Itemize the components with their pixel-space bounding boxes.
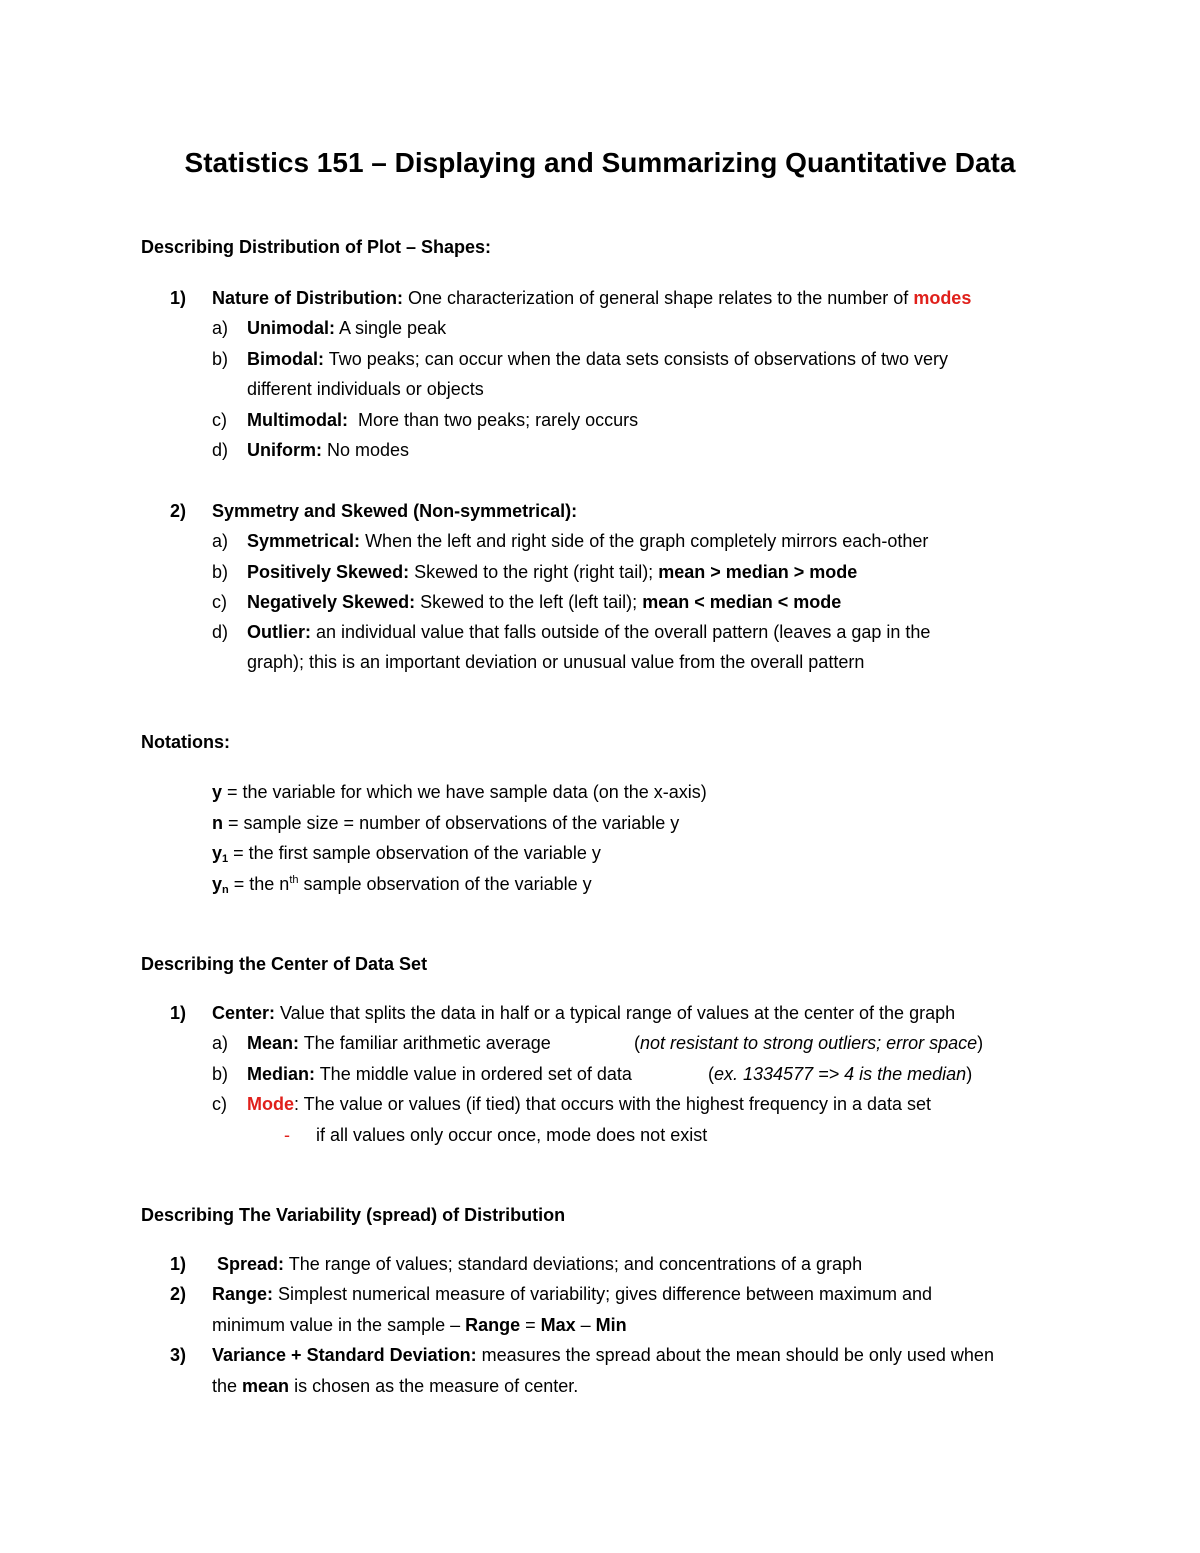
- sub-item-negatively-skewed: [247, 590, 841, 614]
- notation-symbol: y: [212, 874, 223, 894]
- formula-op: =: [520, 1315, 541, 1335]
- item-label: Spread:: [217, 1254, 285, 1274]
- section-heading-variability: Describing The Variability (spread) of Distribution: [141, 1205, 566, 1225]
- item-text: Simplest numerical measure of variability; gives difference between maximum and: [273, 1284, 932, 1304]
- formula-op: –: [575, 1315, 596, 1335]
- sub-item-mean: [247, 1031, 551, 1055]
- sub-letter: d): [212, 440, 229, 460]
- sub-item-uniform: [247, 438, 409, 462]
- formula-term: Max: [540, 1315, 576, 1335]
- sub-letter: b): [212, 349, 229, 369]
- list-item-symmetry-skewed: Symmetry and Skewed (Non-symmetrical):: [212, 501, 578, 521]
- sub-label: Uniform:: [247, 440, 322, 460]
- notation-text: = the first sample observation of the variable y: [228, 843, 601, 863]
- item-text: the: [212, 1376, 243, 1396]
- sub-item-bimodal: [247, 347, 948, 371]
- sub-item-positively-skewed: [247, 560, 857, 584]
- sub-text: Skewed to the right (right tail);: [409, 562, 659, 582]
- sub-text: : The value or values (if tied) that occurs with the highest frequency in a data set: [294, 1094, 932, 1114]
- page-title: Statistics 151 – Displaying and Summarizing Quantitative Data: [184, 147, 1016, 178]
- note-text: ex. 1334577 => 4 is the median: [714, 1064, 967, 1084]
- dash-item-text: if all values only occur once, mode does not exist: [316, 1125, 708, 1145]
- sub-letter: b): [212, 1064, 229, 1084]
- sub-label: Positively Skewed:: [247, 562, 410, 582]
- sub-label: Unimodal:: [247, 318, 335, 338]
- sub-letter: a): [212, 318, 229, 338]
- section-heading-shapes: Describing Distribution of Plot – Shapes:: [141, 237, 492, 257]
- notation-line: [212, 872, 592, 896]
- dash-bullet: -: [284, 1125, 290, 1145]
- order-relation: mean > median > mode: [658, 562, 858, 582]
- item-text: One characterization of general shape relates to the number of: [403, 288, 914, 308]
- formula-term: Min: [595, 1315, 627, 1335]
- notation-text: = the variable for which we have sample data (on the x-axis): [222, 782, 707, 802]
- item-number: 2): [170, 1284, 187, 1304]
- sub-label: Negatively Skewed:: [247, 592, 416, 612]
- section-heading-notations: Notations:: [141, 732, 230, 752]
- sub-letter: c): [212, 410, 227, 430]
- sub-label: Outlier:: [247, 622, 312, 642]
- notation-subscript: 1: [222, 853, 229, 865]
- sub-text: A single peak: [335, 318, 447, 338]
- sub-item-outlier: [247, 620, 930, 644]
- item-text: Value that splits the data in half or a typical range of values at the center of the graph: [275, 1003, 956, 1023]
- sub-note-mean: (not resistant to strong outliers; error space): [634, 1033, 984, 1053]
- sub-letter: b): [212, 562, 229, 582]
- sub-text: More than two peaks; rarely occurs: [348, 410, 639, 430]
- item-label: Variance + Standard Deviation:: [212, 1345, 477, 1365]
- mode-highlight: Mode: [247, 1094, 294, 1114]
- mean-term: mean: [242, 1376, 290, 1396]
- list-item-spread: [217, 1252, 862, 1276]
- note-text: not resistant to strong outliers; error space: [640, 1033, 978, 1053]
- sub-text: The middle value in ordered set of data: [315, 1064, 632, 1084]
- notation-line: [212, 841, 601, 865]
- sub-letter: a): [212, 1033, 229, 1053]
- sub-label: Multimodal:: [247, 410, 348, 430]
- order-relation: mean < median < mode: [642, 592, 842, 612]
- notation-symbol: y: [212, 843, 223, 863]
- notation-line: [212, 780, 707, 804]
- modes-highlight: modes: [913, 288, 972, 308]
- notation-text: sample observation of the variable y: [298, 874, 592, 894]
- sub-note-median: (ex. 1334577 => 4 is the median): [708, 1064, 973, 1084]
- sub-letter: a): [212, 531, 229, 551]
- item-number: 2): [170, 501, 187, 521]
- item-label: Range:: [212, 1284, 274, 1304]
- variance-continuation: [212, 1374, 578, 1398]
- formula-term: Range: [465, 1315, 521, 1335]
- sub-text: The familiar arithmetic average: [299, 1033, 551, 1053]
- notation-symbol: n: [212, 813, 223, 833]
- item-text: is chosen as the measure of center.: [289, 1376, 579, 1396]
- notation-text: = the n: [228, 874, 290, 894]
- sub-text: Two peaks; can occur when the data sets consists of observations of two very: [324, 349, 949, 369]
- item-label: Center:: [212, 1003, 276, 1023]
- sub-letter: c): [212, 1094, 227, 1114]
- sub-label: Symmetrical:: [247, 531, 361, 551]
- item-number: 1): [170, 288, 187, 308]
- list-item-variance: [212, 1343, 994, 1367]
- sub-item-continuation: different individuals or objects: [247, 379, 484, 399]
- sub-label: Mean:: [247, 1033, 300, 1053]
- list-item-nature-of-distribution: [212, 286, 971, 310]
- section-heading-center: Describing the Center of Data Set: [141, 954, 428, 974]
- list-item-range: [212, 1282, 932, 1306]
- item-label: Nature of Distribution:: [212, 288, 403, 308]
- sub-text: Skewed to the left (left tail);: [415, 592, 643, 612]
- notation-line: [212, 811, 679, 835]
- item-text: The range of values; standard deviations; and concentrations of a graph: [284, 1254, 863, 1274]
- sub-item-unimodal: [247, 316, 446, 340]
- sub-letter: c): [212, 592, 227, 612]
- sub-item-median: [247, 1062, 632, 1086]
- item-number: 1): [170, 1003, 187, 1023]
- item-number: 1): [170, 1254, 187, 1274]
- notation-superscript: th: [289, 874, 299, 886]
- sub-item-continuation: graph); this is an important deviation or unusual value from the overall pattern: [247, 652, 865, 672]
- item-text: minimum value in the sample –: [212, 1315, 466, 1335]
- range-formula-line: [212, 1313, 627, 1337]
- sub-letter: d): [212, 622, 229, 642]
- notation-symbol: y: [212, 782, 223, 802]
- notation-text: = sample size = number of observations of the variable y: [223, 813, 680, 833]
- sub-item-mode: [247, 1092, 931, 1116]
- item-text: measures the spread about the mean should be only used when: [476, 1345, 994, 1365]
- sub-text: an individual value that falls outside of the overall pattern (leaves a gap in the: [311, 622, 931, 642]
- sub-item-symmetrical: [247, 529, 928, 553]
- item-number: 3): [170, 1345, 187, 1365]
- sub-text: When the left and right side of the graph completely mirrors each-other: [360, 531, 929, 551]
- notation-subscript: n: [222, 884, 229, 896]
- sub-label: Median:: [247, 1064, 316, 1084]
- sub-item-multimodal: [247, 408, 638, 432]
- list-item-center: [212, 1001, 955, 1025]
- sub-label: Bimodal:: [247, 349, 325, 369]
- sub-text: No modes: [322, 440, 410, 460]
